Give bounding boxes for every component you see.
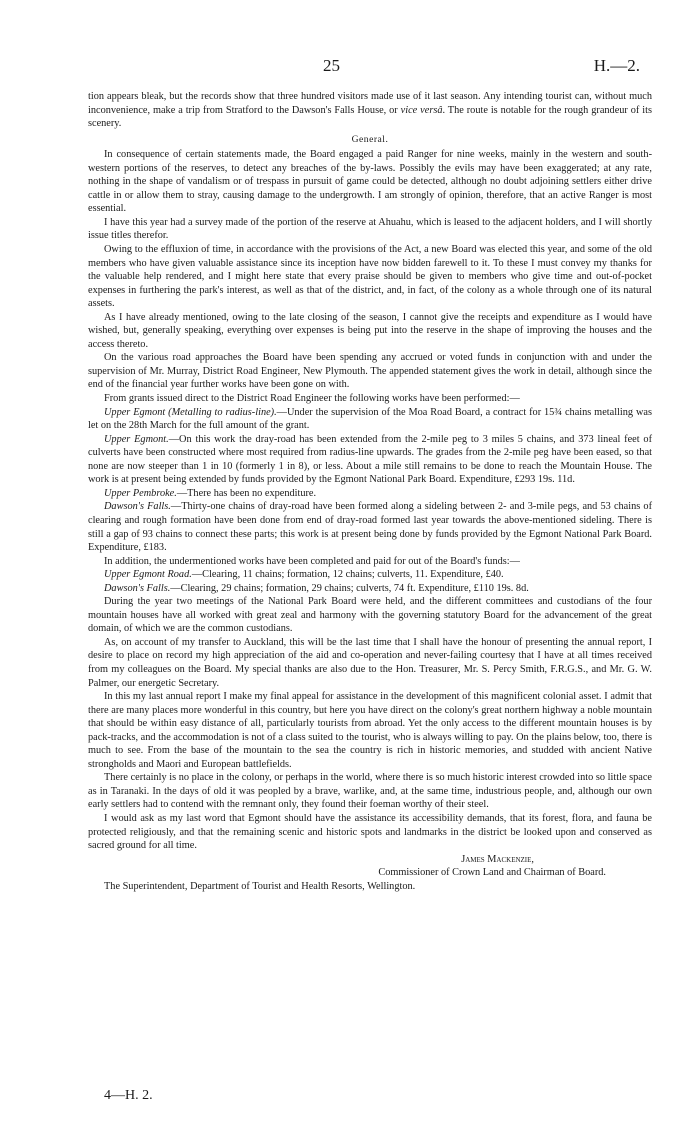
signature-title: Commissioner of Crown Land and Chairman of Board.: [378, 867, 606, 879]
item-text: —On this work the dray-road has been extended from the 2-mile peg to 3 miles 5 chains, and 373 lineal feet of culverts have been constructed where most required from radius-line upwards. The grades from the 2-mile peg have been eased, so that none are now steeper than 1 in 10 (formerly 1 in 8), or less. About a mile still remains to be done to reach the Mountain House. The work is at present being extended by funds provided by the Egmont National Park Board. Expenditure, £293 19s. 11d.: [88, 433, 652, 486]
paragraph: From grants issued direct to the District Road Engineer the following works have been performed:—: [104, 393, 520, 405]
item-text: —Under the supervision of the Moa Road Board, a contract for 15¾ chains metalling was let on the 28th March for the full amount of the grant.: [88, 406, 653, 432]
paragraph: I would ask as my last word that Egmont should have the assistance its accessibility demands, that its forest, flora, and fauna be protected religiously, and that the remaining scenic and historic spots and landmarks in the district be looked upon and conserved as sacred ground for all time.: [88, 812, 652, 852]
intro-end: . The route is notable for the rough grandeur of its scenery.: [88, 104, 653, 130]
item-lead: Upper Egmont.: [104, 433, 169, 445]
paragraph: During the year two meetings of the National Park Board were held, and the different committees and custodians of the four mountain houses have all worked with great zeal and harmony with the governing statutory Board for the advancement of the great domain, of which we are the common custodians.: [88, 596, 652, 635]
footer-reference: 4—H. 2.: [104, 1088, 153, 1103]
item-text: —Thirty-one chains of dray-road have been formed along a sideling between 2- and 3-mile pegs, and 53 chains of clearing and rough formation have been done from end of dray-road formed last year towards the above-mentioned sideling. There is still a gap of 93 chains to connect these parts; this work is at present being done by funds provided by the Egmont National Park Board. Expenditure, £183.: [88, 501, 653, 554]
paragraph: In consequence of certain statements made, the Board engaged a paid Ranger for nine weeks, mainly in the western and south-western portions of the reserves, to detect any breaches of the by-laws. Possibly the evils may have been exaggerated; at any rate, nothing in the shape of vandalism or of trespass in pursuit of game could be detected, although no doubt adjoining settlers either drive cattle in or allow them to stray, causing damage to the undergrowth. I am strongly of opinion, therefore, that an active Ranger is most essential.: [88, 149, 652, 215]
signature-name: James Mackenzie,: [461, 853, 534, 865]
paragraph: Owing to the effluxion of time, in accordance with the provisions of the Act, a new Board was elected this year, and some of the old members who have given valuable assistance since its inception have now bidden farewell to it. To these I must convey my thanks for the valuable help rendered, and I might here state that every praise should be given to members who give time and out-of-pocket expenses in furthering the park's interest, as well as that of the district, and, in fact, of the colony as a whole through one of its natural assets.: [88, 244, 652, 310]
item-text: —There has been no expenditure.: [176, 487, 317, 499]
item-lead: Upper Egmont (Metalling to radius-line).: [104, 406, 277, 418]
paragraph: In this my last annual report I make my final appeal for assistance in the development of this magnificent colonial asset. I admit that there are many places more wonderful in this country, but here you have direct on the colony's great northern highway a noble mountain that should be within easy distance of all, particularly tourists from abroad. Yet the only access to the different mountain houses is by pack-tracks, and the accommodation is not of a class suited to the tourist, who is always willing to pay. On the plains below, too, there is much to see. From the base of the mountain to the sea the country is rich in historic memories, and studded with ancient Native strongholds and Maori and European battlefields.: [88, 691, 652, 770]
document-reference: H.—2.: [593, 56, 640, 75]
paragraph: [88, 582, 652, 596]
section-heading-general: General.: [351, 133, 389, 145]
paragraph: On the various road approaches the Board have been spending any accrued or voted funds in conjunction with and under the supervision of Mr. Murray, District Road Engineer, New Plymouth. The appended statement gives the work in detail, although since the end of the financial year further works have been gone on with.: [88, 352, 652, 391]
paragraph: [88, 487, 652, 501]
paragraph: [88, 500, 652, 554]
item-text: —Clearing, 11 chains; formation, 12 chains; culverts, 11. Expenditure, £40.: [191, 569, 504, 581]
paragraph-intro: [88, 90, 652, 131]
paragraph: As I have already mentioned, owing to the late closing of the season, I cannot give the receipts and expenditure as I would have wished, but, generally speaking, everything over expenses is being put into the reserve in the shape of improving the houses and the access thereto.: [88, 311, 652, 350]
item-text: —Clearing, 29 chains; formation, 29 chains; culverts, 74 ft. Expenditure, £110 19s. 8d.: [170, 582, 529, 594]
paragraph: I have this year had a survey made of the portion of the reserve at Ahuahu, which is leased to the adjacent holders, and I will shortly issue titles therefor.: [88, 216, 652, 242]
page-number: 25: [323, 56, 340, 75]
intro-text: tion appears bleak, but the records show that three hundred visitors made use of it last season. Any intending tourist can, without much inconvenience, make a trip from Stratford to the Dawson's Falls House, or: [88, 91, 652, 116]
paragraph: There certainly is no place in the colony, or perhaps in the world, where there is so much historic interest crowded into so little space as in Taranaki. In the days of old it was peopled by a brave, warlike, and, at the same time, industrious people, and, although our own early settlers had to contend with the remnant only, they found their foeman worthy of their steel.: [88, 772, 652, 811]
paragraph: [88, 568, 652, 582]
body-text: [88, 90, 652, 893]
item-lead: Upper Pembroke.: [104, 487, 177, 499]
addressee: The Superintendent, Department of Tourist and Health Resorts, Wellington.: [104, 880, 416, 892]
item-lead: Upper Egmont Road.: [104, 569, 192, 581]
paragraph: [88, 433, 652, 487]
item-lead: Dawson's Falls.: [104, 501, 171, 513]
item-lead: Dawson's Falls.: [104, 582, 171, 594]
paragraph: In addition, the undermentioned works have been completed and paid for out of the Board's funds:—: [104, 555, 520, 567]
paragraph: As, on account of my transfer to Auckland, this will be the last time that I shall have the honour of presenting the annual report, I desire to place on record my high appreciation of the aid and co-operation and never-failing courtesy that I have at all times received from my colleagues on the Board. My special thanks are also due to the Hon. Treasurer, Mr. S. Percy Smith, F.R.G.S., and Mr. G. W. Palmer, our energetic Secretary.: [88, 636, 652, 689]
paragraph: [88, 406, 652, 433]
intro-italic: vice versâ: [400, 104, 443, 116]
